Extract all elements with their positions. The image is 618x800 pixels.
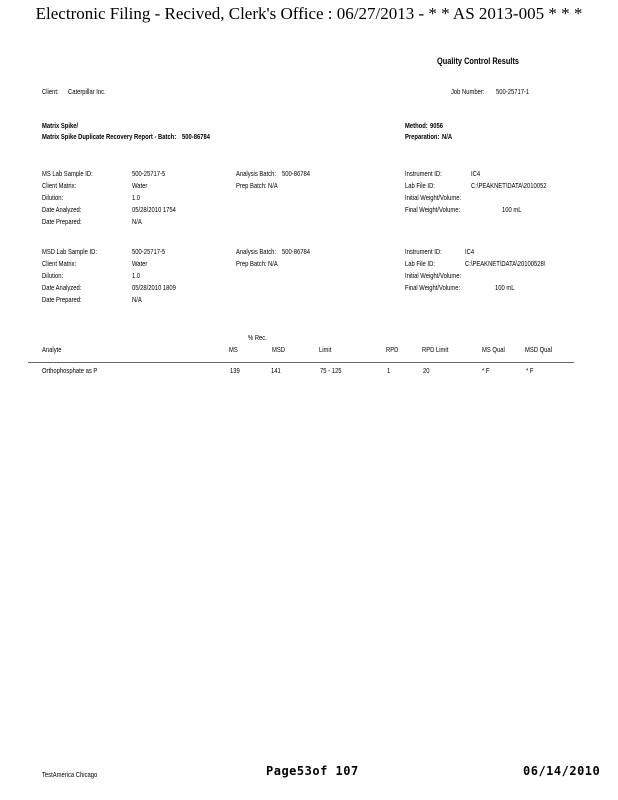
msd-instrument: IC4 — [465, 247, 475, 256]
msd-analyzed-label: Date Analyzed: — [42, 283, 82, 292]
rec-group-header: % Rec. — [248, 333, 267, 342]
col-ms: MS — [229, 345, 238, 354]
cell-msd: 141 — [271, 366, 281, 375]
ms-final: 100 mL — [502, 205, 522, 214]
msd-analyzed: 05/28/2010 1809 — [132, 283, 176, 292]
cell-analyte: Orthophosphate as P — [42, 366, 98, 375]
col-msd: MSD — [272, 345, 286, 354]
ms-instrument-label: Instrument ID: — [405, 169, 442, 178]
ms-prep-batch: N/A — [268, 181, 278, 190]
page-number: Page53of 107 — [266, 764, 359, 778]
msd-lab-file-label: Lab File ID: — [405, 259, 435, 268]
client-label: Client: — [42, 87, 59, 96]
job-number-value: 500-25717-1 — [496, 87, 530, 96]
ms-instrument: IC4 — [471, 169, 481, 178]
ms-analyzed-label: Date Analyzed: — [42, 205, 82, 214]
col-limit: Limit — [319, 345, 332, 354]
ms-lab-file: C:\PEAKNET\DATA\2010052 — [471, 181, 547, 190]
ms-matrix: Water — [132, 181, 148, 190]
cell-rpd-limit: 20 — [423, 366, 430, 375]
ms-initial-label: Initial Weight/Volume: — [405, 193, 462, 202]
ms-prep-batch-label: Prep Batch: — [236, 181, 267, 190]
msd-prep-batch-label: Prep Batch: — [236, 259, 267, 268]
cell-limit: 75 - 125 — [320, 366, 342, 375]
ms-dilution-label: Dilution: — [42, 193, 64, 202]
msd-lab-file: C:\PEAKNET\DATA\20100528\ — [465, 259, 546, 268]
matrix-spike-line2: Matrix Spike Duplicate Recovery Report - Batch: — [42, 132, 177, 141]
msd-sample-id-label: MSD Lab Sample ID: — [42, 247, 97, 256]
msd-analysis-batch: 500-86784 — [282, 247, 310, 256]
report-title: Quality Control Results — [437, 56, 520, 66]
col-analyte: Analyte — [42, 345, 62, 354]
col-ms-qual: MS Qual — [482, 345, 505, 354]
ms-prepared-label: Date Prepared: — [42, 217, 82, 226]
msd-instrument-label: Instrument ID: — [405, 247, 442, 256]
ms-sample-id: 500-25717-5 — [132, 169, 166, 178]
msd-dilution-label: Dilution: — [42, 271, 64, 280]
msd-prepared: N/A — [132, 295, 142, 304]
msd-final-label: Final Weight/Volume: — [405, 283, 461, 292]
client-value: Caterpillar Inc. — [68, 87, 106, 96]
job-number-label: Job Number: — [451, 87, 485, 96]
col-msd-qual: MSD Qual — [525, 345, 552, 354]
ms-prepared: N/A — [132, 217, 142, 226]
matrix-spike-line1: Matrix Spike/ — [42, 121, 79, 130]
msd-sample-id: 500-25717-5 — [132, 247, 166, 256]
col-rpd-limit: RPD Limit — [422, 345, 449, 354]
preparation-label: Preparation: — [405, 132, 440, 141]
method-value: 9056 — [430, 121, 444, 130]
msd-analysis-batch-label: Analysis Batch: — [236, 247, 276, 256]
ms-dilution: 1.0 — [132, 193, 141, 202]
msd-matrix: Water — [132, 259, 148, 268]
cell-ms: 139 — [230, 366, 240, 375]
lab-name: TestAmerica Chicago — [42, 770, 98, 779]
ms-analyzed: 05/28/2010 1754 — [132, 205, 176, 214]
footer-date: 06/14/2010 — [523, 764, 601, 778]
msd-prepared-label: Date Prepared: — [42, 295, 82, 304]
filing-banner: Electronic Filing - Recived, Clerk's Office : 06/27/2013 - * * AS 2013-005 * * * — [35, 4, 583, 23]
ms-lab-file-label: Lab File ID: — [405, 181, 435, 190]
col-rpd: RPD — [386, 345, 399, 354]
table-header-rule — [28, 362, 574, 363]
msd-initial-label: Initial Weight/Volume: — [405, 271, 462, 280]
msd-prep-batch: N/A — [268, 259, 278, 268]
cell-ms-qual: * F — [482, 366, 490, 375]
method-label: Method: — [405, 121, 428, 130]
msd-dilution: 1.0 — [132, 271, 141, 280]
ms-sample-id-label: MS Lab Sample ID: — [42, 169, 93, 178]
cell-rpd: 1 — [387, 366, 391, 375]
preparation-value: N/A — [442, 132, 453, 141]
ms-analysis-batch-label: Analysis Batch: — [236, 169, 276, 178]
matrix-spike-batch: 500-86784 — [182, 132, 210, 141]
ms-matrix-label: Client Matrix: — [42, 181, 77, 190]
msd-matrix-label: Client Matrix: — [42, 259, 77, 268]
ms-analysis-batch: 500-86784 — [282, 169, 310, 178]
msd-final: 100 mL — [495, 283, 515, 292]
ms-final-label: Final Weight/Volume: — [405, 205, 461, 214]
cell-msd-qual: * F — [526, 366, 534, 375]
